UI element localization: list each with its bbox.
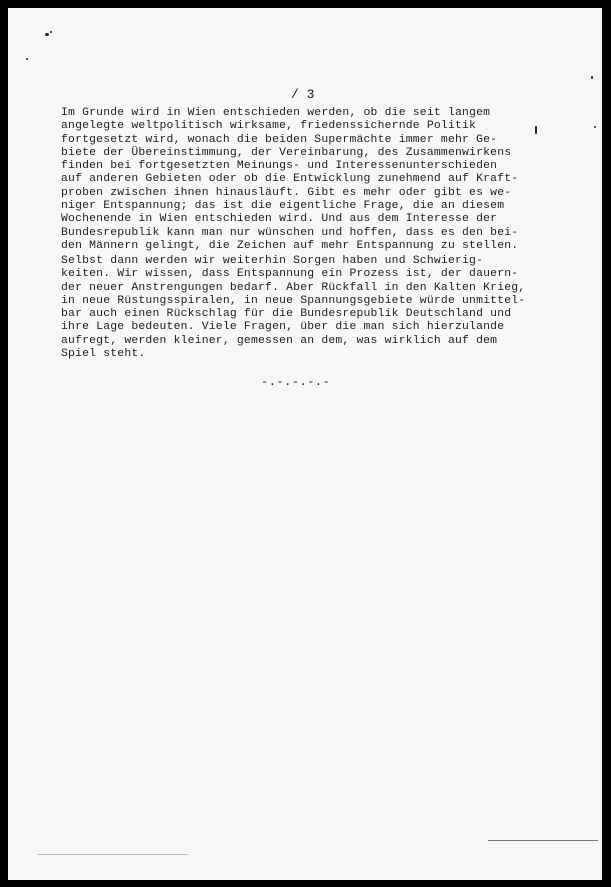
text-line: Im Grunde wird in Wien entschieden werden, ob die seit langem (61, 107, 491, 119)
document-page (8, 8, 602, 880)
text-line: finden bei fortgesetzten Meinungs- und Interessenunterschieden (61, 160, 498, 173)
text-line: niger Entspannung; das ist die eigentliche Frage, die an diesem (61, 200, 505, 213)
end-of-text-mark: -.-.-.-.- (261, 375, 331, 389)
text-line: in neue Rüstungsspiralen, in neue Spannungsgebiete würde unmittel- (61, 294, 526, 307)
scan-speck (45, 33, 49, 36)
text-line: aufregt, werden kleiner, gemessen an dem, was wirklich auf dem (61, 334, 498, 347)
paragraph-1 (61, 107, 518, 253)
text-line: auf anderen Gebieten oder ob die Entwicklung zunehmend auf Kraft- (61, 173, 519, 186)
scan-artifact-line (38, 854, 188, 855)
text-line: der neuer Anstrengungen bedarf. Aber Rückfall in den Kalten Krieg, (61, 281, 526, 294)
text-line: angelegte weltpolitisch wirksame, friedenssichernde Politik (61, 120, 477, 133)
scan-speck (50, 31, 52, 33)
text-line: Spiel steht. (61, 348, 146, 361)
text-line: Selbst dann werden wir weiterhin Sorgen haben und Schwierig- (61, 255, 484, 267)
scan-artifact-line (488, 840, 598, 841)
text-line: fortgesetzt wird, wonach die beiden Supermächte immer mehr Ge- (61, 133, 498, 146)
paragraph-2 (61, 255, 525, 361)
scan-speck (594, 126, 596, 128)
page-number: / 3 (291, 87, 315, 102)
scan-speck (535, 126, 537, 134)
text-line: bar auch einen Rückschlag für die Bundesrepublik Deutschland und (61, 308, 512, 321)
text-line: den Männern gelingt, die Zeichen auf mehr Entspannung zu stellen. (61, 239, 519, 252)
scan-speck (591, 76, 593, 79)
text-line: proben zwischen ihnen hinausläuft. Gibt es mehr oder gibt es we- (61, 186, 512, 199)
text-line: Bundesrepublik kann man nur wünschen und hoffen, dass es den bei- (61, 226, 519, 239)
text-line: biete der Übereinstimmung, der Vereinbarung, des Zusammenwirkens (61, 146, 512, 159)
text-line: ihre Lage bedeuten. Viele Fragen, über die man sich hierzulande (61, 321, 505, 334)
text-line: Wochenende in Wien entschieden wird. Und aus dem Interesse der (61, 213, 498, 226)
scan-speck (26, 58, 28, 60)
text-line: keiten. Wir wissen, dass Entspannung ein Prozess ist, der dauern- (61, 268, 519, 281)
